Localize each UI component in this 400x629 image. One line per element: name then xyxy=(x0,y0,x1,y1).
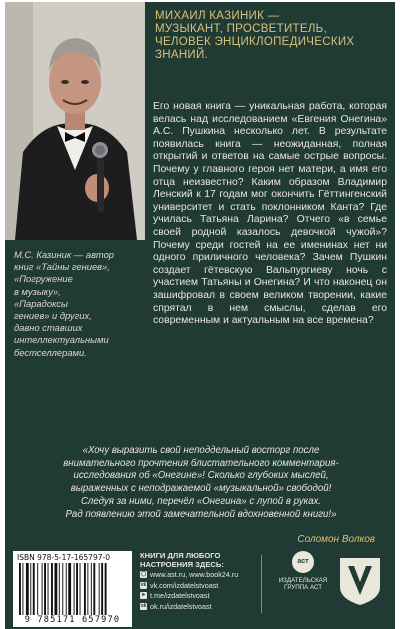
publisher-name-line: ГРУППА АСТ xyxy=(283,584,323,592)
author-title-line: МУЗЫКАНТ, ПРОСВЕТИТЕЛЬ, xyxy=(155,23,328,35)
barcode xyxy=(13,551,132,627)
author-title-line: ЧЕЛОВЕК ЭНЦИКЛОПЕДИЧЕСКИХ xyxy=(155,36,355,48)
barcode-bars xyxy=(19,563,127,615)
shop-link-text: t.me/izdatelstvoast xyxy=(150,591,210,601)
caption-line: книг «Тайны гениев», xyxy=(14,261,110,273)
book-description: Его новая книга — уникальная работа, которая велась над исследованием «Евгения Онегина» А.С. Пушкина несколько лет. В результате появилась книга — неожиданная, полная открытий и ответов на самые острые вопросы. Почему у главного героя нет матери, а имя его отца неизвестно? Каким образом Владимир Ленский к 17 годам мог окончить Гёттингенский университет и стать поклонником Канта? Где училась Татьяна Ларина? Отчего «в семье своей родной казалось девочкой чужой»? Почему среди гостей на ее именинах нет ни одного приличного человека? Зачем Пушкин создает гётевскую Вальпургиеву ночь с участием Татьяны и Онегина? И что наконец он зашифровал в своем великом творении, какие спрятал в нем смыслы, сделав его современным и актуальным на все времена? xyxy=(153,101,387,327)
caption-line: М.С. Казиник — автор xyxy=(14,249,115,260)
quote-line: «Хочу выразить свой неподдельный восторг после xyxy=(82,445,320,456)
quote-author: Соломон Волков xyxy=(297,534,375,545)
quote-line: выраженных с неподражаемой «музыкальной» свободой! xyxy=(70,483,332,495)
shop-link-text: ok.ru/izdatelstvoast xyxy=(150,601,212,611)
caption-line: бестселлерами. xyxy=(14,346,87,358)
quote-line: Следуя за ними, перечёл «Онегина» с лупой в руках. xyxy=(80,495,322,507)
ok-icon: ok xyxy=(140,603,147,610)
shop-info xyxy=(140,551,250,611)
quote-line: исследования об «Онегине»! Сколько глубоких мыслей, xyxy=(73,470,329,482)
isbn-label: ISBN 978-5-17-165797-0 xyxy=(17,553,110,562)
shop-heading-line: КНИГИ ДЛЯ ЛЮБОГО xyxy=(140,551,221,560)
caption-line: «Парадоксы xyxy=(14,297,68,309)
shop-heading xyxy=(140,551,250,569)
ast-logo-icon: аст xyxy=(292,551,314,573)
book-back-cover xyxy=(5,2,395,629)
vk-icon: vk xyxy=(140,581,147,588)
telegram-icon: ➤ xyxy=(141,592,146,599)
globe-icon: ◯ xyxy=(140,571,147,578)
publisher-block xyxy=(267,551,339,592)
v-shield-logo-icon xyxy=(337,555,383,607)
shop-link-vk[interactable] xyxy=(140,581,250,591)
publisher-name xyxy=(267,577,339,592)
publisher-name-line: ИЗДАТЕЛЬСКАЯ xyxy=(278,577,328,584)
caption-line: интеллектуальными xyxy=(14,334,109,346)
caption-line: «Погружение xyxy=(14,273,73,285)
footer-divider xyxy=(261,555,262,613)
shop-link-text: vk.com/izdatelstvoast xyxy=(150,580,219,590)
author-caption xyxy=(14,249,149,359)
shop-link-ok[interactable] xyxy=(140,602,250,612)
barcode-number: 9 785171 657970 xyxy=(24,615,121,625)
author-photo xyxy=(5,2,145,240)
caption-line: давно ставших xyxy=(14,322,83,334)
shop-link-website[interactable] xyxy=(140,570,250,580)
author-title-line: ЗНАНИЙ. xyxy=(155,49,209,61)
shop-link-text: www.ast.ru, www.book24.ru xyxy=(150,570,239,579)
caption-line: гениев» и других, xyxy=(14,310,92,322)
shop-link-telegram[interactable] xyxy=(140,591,250,601)
quote-line: Рад появлению этой замечательной вдохновенной книги!» xyxy=(65,508,337,520)
author-title-line: МИХАИЛ КАЗИНИК — xyxy=(155,10,280,22)
review-quote xyxy=(23,445,379,521)
author-title xyxy=(155,10,385,62)
quote-line: внимательного прочтения блистательного комментария- xyxy=(63,457,339,469)
shop-heading-line: НАСТРОЕНИЯ ЗДЕСЬ: xyxy=(140,560,224,569)
caption-line: в музыку», xyxy=(14,285,61,297)
